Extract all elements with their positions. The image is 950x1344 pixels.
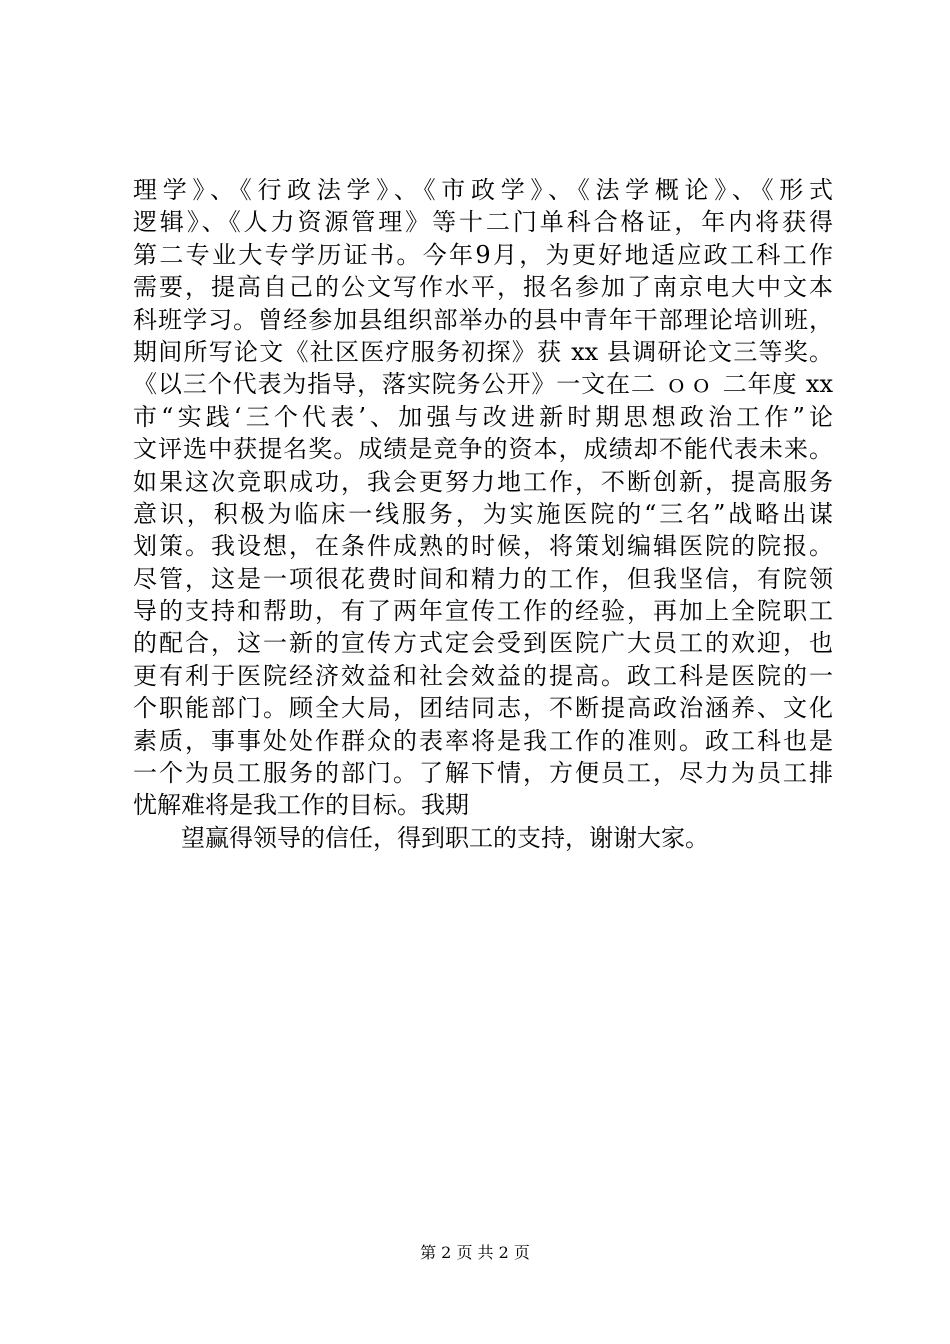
page-footer: 第 2 页 共 2 页 [420,1243,530,1262]
text-line: 划策。我设想，在条件成熟的时候，将策划编辑医院的院报。 [133,532,833,561]
text-line: 《以三个代表为指导，落实院务公开》一文在二 ｏｏ 二年度 xx [133,370,833,399]
text-line: 一个为员工服务的部门。了解下情，方便员工，尽力为员工排 [133,759,833,788]
text-line: 意识，积极为临床一线服务，为实施医院的“三名”战略出谋 [133,499,833,528]
text-line: 更有利于医院经济效益和社会效益的提高。政工科是医院的一 [133,661,833,690]
text-line: 尽管，这是一项很花费时间和精力的工作，但我坚信，有院领 [133,564,833,593]
text-line: 忧解难将是我工作的目标。我期 [133,791,469,820]
text-line: 导的支持和帮助，有了两年宣传工作的经验，再加上全院职工 [133,597,833,626]
text-line: 期间所写论文《社区医疗服务初探》获 xx 县调研论文三等奖。 [133,337,833,366]
body-text [133,174,833,854]
text-line: 逻辑》、《人力资源管理》等十二门单科合格证，年内将获得 [133,208,833,237]
text-line: 理学》、《行政法学》、《市政学》、《法学概论》、《形式 [133,176,833,204]
text-line: 的配合，这一新的宣传方式定会受到医院广大员工的欢迎，也 [133,629,833,658]
text-line: 文评选中获提名奖。成绩是竞争的资本，成绩却不能代表未来。 [133,435,833,464]
text-line: 如果这次竞职成功，我会更努力地工作，不断创新，提高服务 [133,467,833,496]
text-line: 科班学习。曾经参加县组织部举办的县中青年干部理论培训班， [133,305,833,334]
text-line: 个职能部门。顾全大局，团结同志，不断提高政治涵养、文化 [133,694,833,723]
closing-paragraph: 望赢得领导的信任，得到职工的支持，谢谢大家。 [181,823,709,852]
text-line: 素质，事事处处作群众的表率将是我工作的准则。政工科也是 [133,726,833,755]
text-line: 第二专业大专学历证书。今年9月，为更好地适应政工科工作 [133,240,833,269]
text-line: 需要，提高自己的公文写作水平，报名参加了南京电大中文本 [133,273,833,302]
text-line: 市“实践‘三个代表’、加强与改进新时期思想政治工作”论 [133,402,833,431]
